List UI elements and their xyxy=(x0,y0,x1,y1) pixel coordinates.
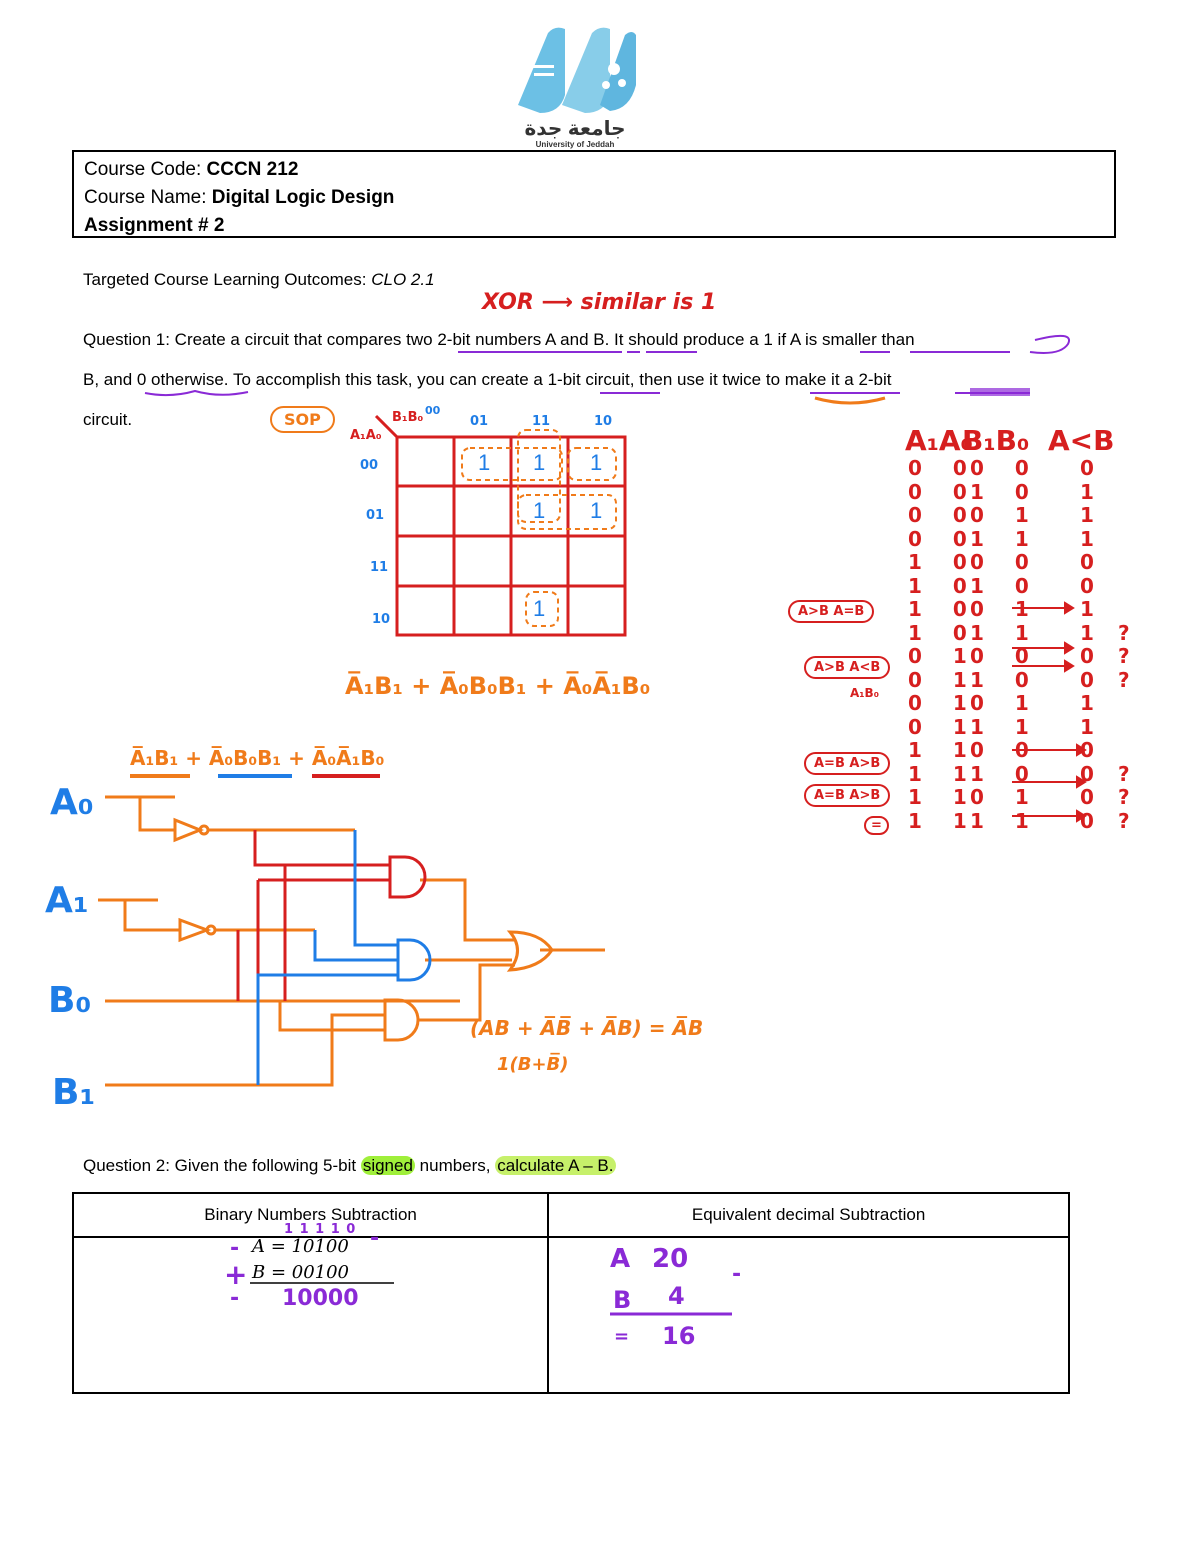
kmap-one: 1 xyxy=(590,498,603,523)
question-2-text: Question 2: Given the following 5-bit signed numbers, calculate A – B. xyxy=(83,1156,614,1175)
truth-table-output: 0 xyxy=(1080,573,1106,598)
truth-table-b-bits: 1 0 xyxy=(970,667,1041,692)
truth-table-a-bits: 0 1 xyxy=(908,667,979,692)
truth-table-a-bits: 0 1 xyxy=(908,714,979,739)
truth-table-a-bits: 1 1 xyxy=(908,738,979,762)
truth-table-a-bits: 1 1 xyxy=(908,761,979,786)
course-code-label: Course Code: xyxy=(84,159,207,180)
truth-table-a-bits: 1 1 xyxy=(908,808,979,833)
carry-bits: 1 1 1 1 0 xyxy=(284,1222,357,1237)
binary-result: 10000 xyxy=(282,1286,359,1311)
outcomes-value: CLO 2.1 xyxy=(371,270,435,289)
kmap-col-header-10: 10 xyxy=(594,414,613,429)
kmap-one: 1 xyxy=(478,450,491,475)
truth-table-output: 1 xyxy=(1080,597,1106,621)
kmap-corner-cols: B₁B₀ xyxy=(392,410,424,425)
truth-table-a-bits: 0 0 xyxy=(908,479,979,504)
signed-highlight: signed xyxy=(362,1156,413,1175)
sop-expression: A̅₁B₁ + A̅₀B₀B₁ + A̅₀A̅₁B₀ xyxy=(345,672,651,700)
truth-table-b-bits: 0 0 xyxy=(970,644,1041,668)
boolean-simplification-note: (AB + A̅B̅ + A̅B) = A̅B xyxy=(470,1016,704,1040)
logo-english-text: University of Jeddah xyxy=(535,140,615,149)
truth-table-b-bits: 0 0 xyxy=(970,550,1041,574)
course-name: Digital Logic Design xyxy=(211,187,395,208)
compare-note: A=B A>B xyxy=(804,752,890,775)
question-1-line-3: circuit. xyxy=(83,410,133,429)
input-a0-label: A₀ xyxy=(50,782,94,823)
truth-table-output: 1 xyxy=(1080,620,1106,645)
truth-table-output: 1 xyxy=(1080,479,1106,504)
truth-table-a-bits: 0 0 xyxy=(908,526,979,551)
truth-table-output: 0 xyxy=(1080,550,1106,574)
truth-table-b-bits: 1 0 xyxy=(970,479,1041,504)
truth-table-b-bits: 1 1 xyxy=(970,526,1041,551)
input-a1-label: A₁ xyxy=(45,880,89,921)
truth-table-b-bits: 0 1 xyxy=(970,785,1041,809)
kmap-corner-rows: A₁A₀ xyxy=(350,428,382,443)
logo-arabic-text: جامعة جدة xyxy=(524,118,626,140)
compare-note: A=B A>B xyxy=(804,784,890,807)
truth-table-b-bits: 0 0 xyxy=(970,456,1041,480)
input-b0-label: B₀ xyxy=(48,980,92,1021)
question-1-line-1: Question 1: Create a circuit that compares two 2-bit numbers A and B. It should produce a 1 if A is smaller than xyxy=(83,330,915,349)
decimal-equals: = xyxy=(614,1326,630,1347)
kmap-one: 1 xyxy=(533,498,546,523)
binary-b: B = 00100 xyxy=(252,1262,350,1283)
truth-table-a-bits: 0 1 xyxy=(908,691,979,715)
truth-table-output: 0 xyxy=(1080,761,1106,786)
truth-table-b-bits: 1 0 xyxy=(970,573,1041,598)
binary-a-dash: - xyxy=(370,1226,380,1251)
kmap-row-header-10: 10 xyxy=(372,612,391,627)
truth-table-a-bits: 0 1 xyxy=(908,644,979,668)
truth-table-output: 1 xyxy=(1080,691,1106,715)
truth-table-output: 0 xyxy=(1080,667,1106,692)
kmap-one: 1 xyxy=(533,596,546,621)
truth-table-header-out: A<B xyxy=(1048,424,1115,457)
kmap-one: 1 xyxy=(533,450,546,475)
truth-table-b-bits: 1 1 xyxy=(970,620,1041,645)
truth-table-a-bits: 0 0 xyxy=(908,503,979,527)
decimal-result: 16 xyxy=(662,1322,696,1350)
assignment-number: Assignment # 2 xyxy=(84,215,225,236)
truth-table-output: 0 xyxy=(1080,808,1106,833)
truth-table-question-mark: ? xyxy=(1118,620,1142,645)
truth-table-output: 1 xyxy=(1080,714,1106,739)
truth-table-b-bits: 1 0 xyxy=(970,761,1041,786)
sop-label: SOP xyxy=(270,406,335,433)
truth-table-b-bits: 0 1 xyxy=(970,503,1041,527)
truth-table-output: 1 xyxy=(1080,503,1106,527)
truth-table-b-bits: 1 1 xyxy=(970,714,1041,739)
truth-table-output: 0 xyxy=(1080,644,1106,668)
truth-table-a-bits: 1 0 xyxy=(908,550,979,574)
truth-table-a-bits: 1 1 xyxy=(908,785,979,809)
decimal-a-label: A xyxy=(610,1244,631,1274)
compare-note: A₁B₀ xyxy=(850,686,879,700)
truth-table-a-bits: 1 0 xyxy=(908,573,979,598)
course-code: CCCN 212 xyxy=(206,159,299,180)
truth-table-question-mark: ? xyxy=(1118,644,1142,668)
kmap-col-header-01: 01 xyxy=(470,414,489,429)
truth-table-question-mark: ? xyxy=(1118,808,1142,833)
truth-table-a-bits: 1 0 xyxy=(908,597,979,621)
truth-table xyxy=(780,420,1160,840)
decimal-subtraction-header: Equivalent decimal Subtraction xyxy=(548,1193,1069,1237)
input-b1-label: B₁ xyxy=(52,1072,96,1113)
question-1-line-2: B, and 0 otherwise. To accomplish this task, you can create a 1-bit circuit, then use it twice to make it a 2-bit xyxy=(83,370,892,389)
kmap-col-header-00: 00 xyxy=(425,404,441,417)
truth-table-output: 0 xyxy=(1080,785,1106,809)
truth-table-question-mark: ? xyxy=(1118,761,1142,786)
kmap-row-header-11: 11 xyxy=(370,560,389,575)
truth-table-output: 0 xyxy=(1080,738,1106,762)
truth-table-output: 0 xyxy=(1080,456,1106,480)
binary-subtraction-header: Binary Numbers Subtraction xyxy=(73,1193,548,1237)
truth-table-b-bits: 0 1 xyxy=(970,691,1041,715)
minus-sign: - xyxy=(230,1236,240,1261)
truth-table-b-bits: 1 1 xyxy=(970,808,1041,833)
decimal-minus: - xyxy=(732,1262,742,1287)
course-name-label: Course Name: xyxy=(84,187,212,208)
truth-table-question-mark: ? xyxy=(1118,785,1142,809)
truth-table-header-a: A₁A₀ xyxy=(905,424,973,457)
xor-note: XOR ⟶ similar is 1 xyxy=(482,290,717,315)
compare-note: A>B A<B xyxy=(804,656,890,679)
outcomes-label: Targeted Course Learning Outcomes: xyxy=(83,270,372,289)
compare-note: = xyxy=(864,816,889,835)
plus-sign: + xyxy=(224,1258,248,1291)
compare-note: A>B A=B xyxy=(788,600,874,623)
kmap-col-header-11: 11 xyxy=(532,414,551,429)
sop-expression-repeat: A̅₁B₁ + A̅₀B₀B₁ + A̅₀A̅₁B₀ xyxy=(130,746,385,770)
kmap-row-header-00: 00 xyxy=(360,458,379,473)
kmap-one: 1 xyxy=(590,450,603,475)
truth-table-a-bits: 1 0 xyxy=(908,620,979,645)
binary-result-minus: - xyxy=(230,1286,240,1311)
truth-table-question-mark: ? xyxy=(1118,667,1142,692)
decimal-a-value: 20 xyxy=(652,1244,689,1274)
truth-table-b-bits: 0 0 xyxy=(970,738,1041,762)
kmap-row-header-01: 01 xyxy=(366,508,385,523)
binary-a: A = 10100 xyxy=(252,1236,349,1257)
truth-table-a-bits: 0 0 xyxy=(908,456,979,480)
truth-table-header-b: B₁B₀ xyxy=(962,424,1030,457)
truth-table-output: 1 xyxy=(1080,526,1106,551)
decimal-b-label: B xyxy=(613,1286,632,1314)
truth-table-b-bits: 0 1 xyxy=(970,597,1041,621)
decimal-b-value: 4 xyxy=(668,1282,685,1310)
boolean-simplification-note-2: 1(B+B̅) xyxy=(497,1054,569,1075)
calculate-highlight: calculate A – B. xyxy=(497,1156,614,1175)
